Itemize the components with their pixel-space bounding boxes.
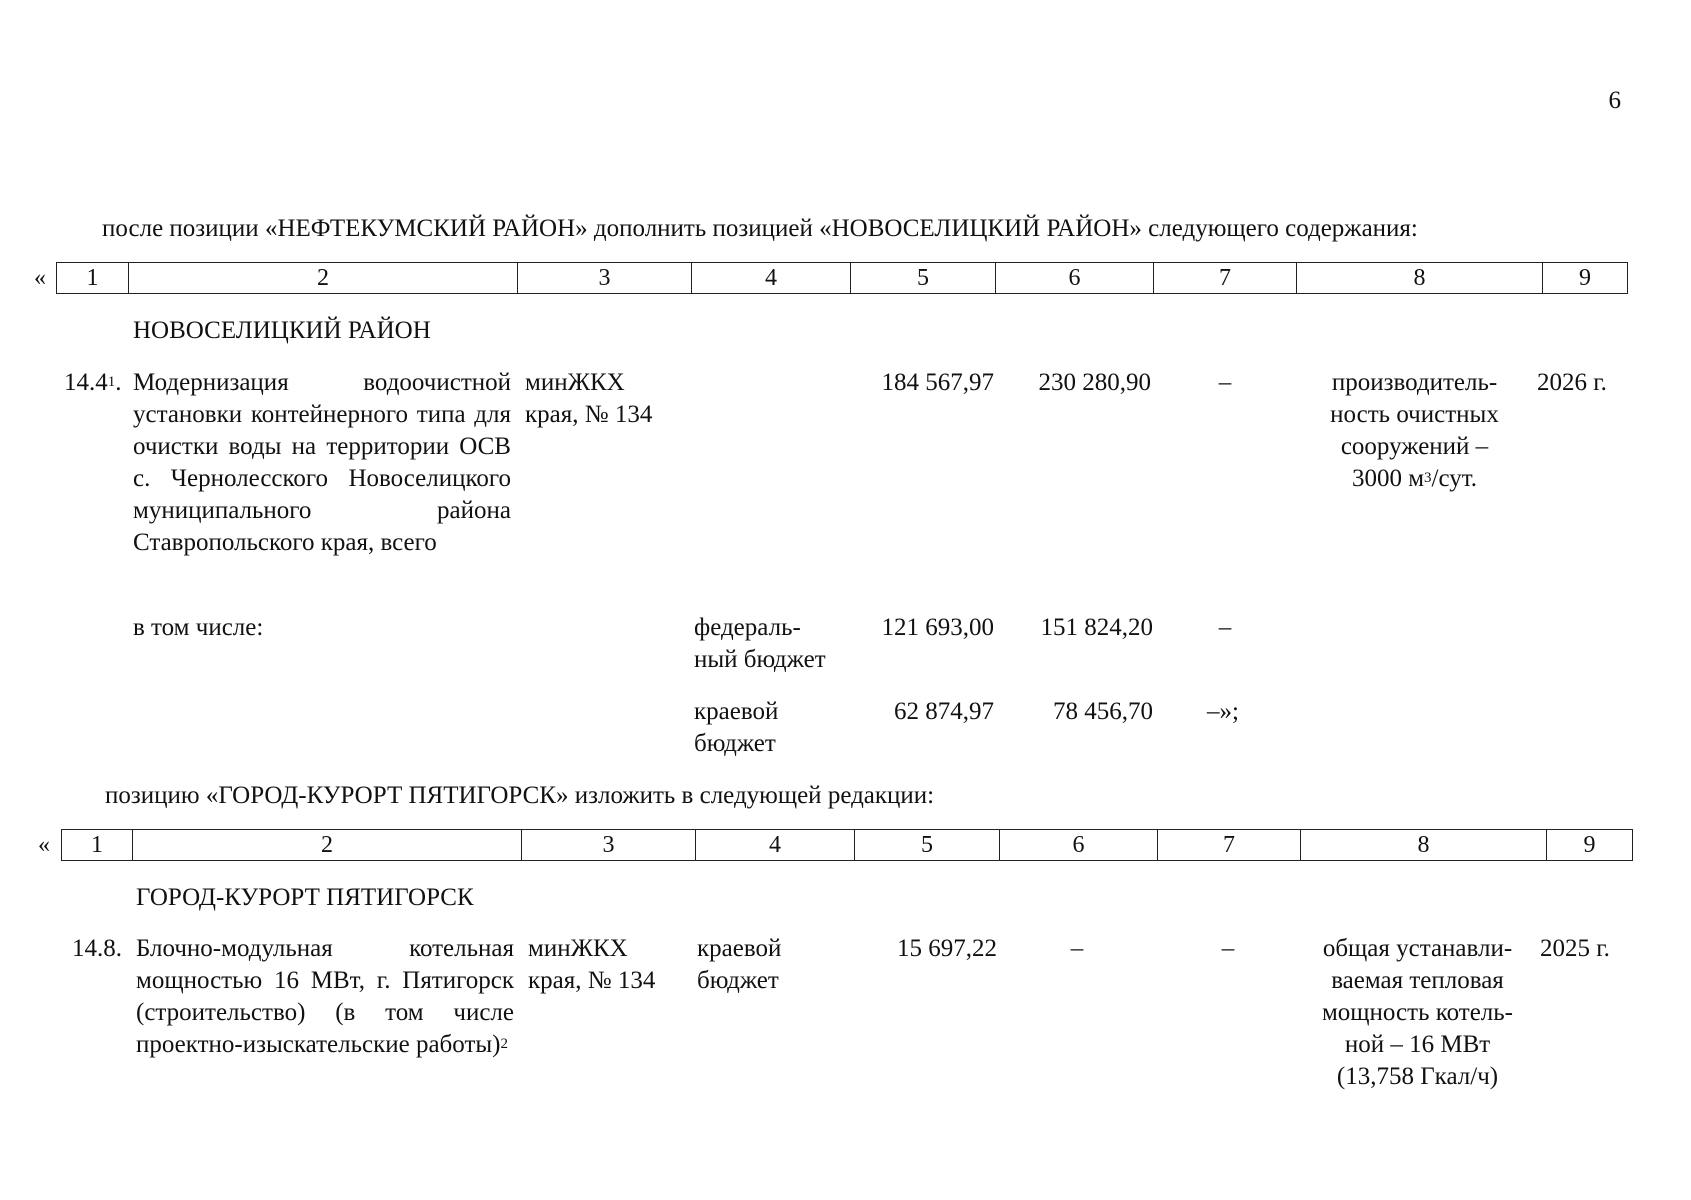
section1-region-title: НОВОСЕЛИЦКИЙ РАЙОН <box>133 317 431 344</box>
col-header: 2 <box>133 830 522 861</box>
section2-region-title: ГОРОД-КУРОРТ ПЯТИГОРСК <box>136 884 474 911</box>
item-executor: минЖКХ края, № 134 <box>528 935 656 994</box>
sub-row-col6: 78 456,70 <box>1053 698 1153 725</box>
sub-row-col5: 121 693,00 <box>881 614 994 641</box>
item-col7-value: – <box>1218 369 1232 396</box>
col-header: 9 <box>1543 263 1628 294</box>
col-header: 5 <box>855 830 1000 861</box>
col-header: 6 <box>996 263 1154 294</box>
col-header: 3 <box>518 263 692 294</box>
col-header: 2 <box>129 263 518 294</box>
col-header: 7 <box>1154 263 1297 294</box>
col-header: 4 <box>692 263 851 294</box>
section2-instruction: позицию «ГОРОД-КУРОРТ ПЯТИГОРСК» изложить в следующей редакции: <box>105 782 935 809</box>
item-year: 2025 г. <box>1540 935 1610 962</box>
sub-row-col7: – <box>1218 614 1232 641</box>
item-description: Блочно-модульная котельная мощностью 16 МВт, г. Пятигорск (строительство) (в том числе проектно-изыскательские работы)$^2$ <box>136 935 514 1058</box>
col-header: 6 <box>1000 830 1158 861</box>
col-header: 3 <box>522 830 696 861</box>
sub-row-source: федераль- ный бюджет <box>694 614 826 673</box>
col-header: 1 <box>62 830 133 861</box>
col-header: 4 <box>696 830 855 861</box>
sub-row-source: краевой бюджет <box>694 698 779 757</box>
col-header: 8 <box>1297 263 1543 294</box>
sub-row-col7: –»; <box>1207 698 1239 725</box>
section1-instruction: после позиции «НЕФТЕКУМСКИЙ РАЙОН» дополнить позицией «НОВОСЕЛИЦКИЙ РАЙОН» следующего содержания: <box>102 215 1418 242</box>
col-header: 7 <box>1158 830 1301 861</box>
item-number: 14.8. <box>72 935 122 962</box>
section2-open-quote: « <box>38 832 50 858</box>
item-col6-value: 230 280,90 <box>1038 369 1151 396</box>
item-col5-value: 184 567,97 <box>881 369 994 396</box>
col-header: 1 <box>57 263 129 294</box>
including-label: в том числе: <box>133 614 264 641</box>
item-source: краевой бюджет <box>697 935 782 994</box>
item-executor: минЖКХ края, № 134 <box>525 369 653 428</box>
page-number: 6 <box>1608 87 1621 114</box>
col-header: 9 <box>1547 830 1633 861</box>
item-description: Модернизация водоочистной установки контейнерного типа для очистки воды на территории ОСВ с. Чернолесского Новоселицкого муниципального района Ставропольского края, всего <box>133 369 511 556</box>
col-header: 5 <box>851 263 996 294</box>
sub-row-col6: 151 824,20 <box>1040 614 1153 641</box>
sub-row-col5: 62 874,97 <box>894 698 994 725</box>
item-col5-value: 15 697,22 <box>897 935 997 962</box>
item-year: 2026 г. <box>1537 369 1607 396</box>
item-number: 14.4$^1$. <box>64 369 122 396</box>
section1-column-header <box>56 262 1628 294</box>
item-col7-value: – <box>1221 935 1235 962</box>
item-result: производитель- ность очистных сооружений – 3000 $м^3$/сут. <box>1330 369 1499 492</box>
col-header: 8 <box>1301 830 1547 861</box>
item-col6-value: – <box>1070 935 1084 962</box>
section1-open-quote: « <box>34 265 46 291</box>
section2-column-header <box>61 829 1633 861</box>
item-result: общая устанавли- ваемая тепловая мощность котель- ной – 16 МВт (13,758 Гкал/ч) <box>1321 935 1513 1090</box>
